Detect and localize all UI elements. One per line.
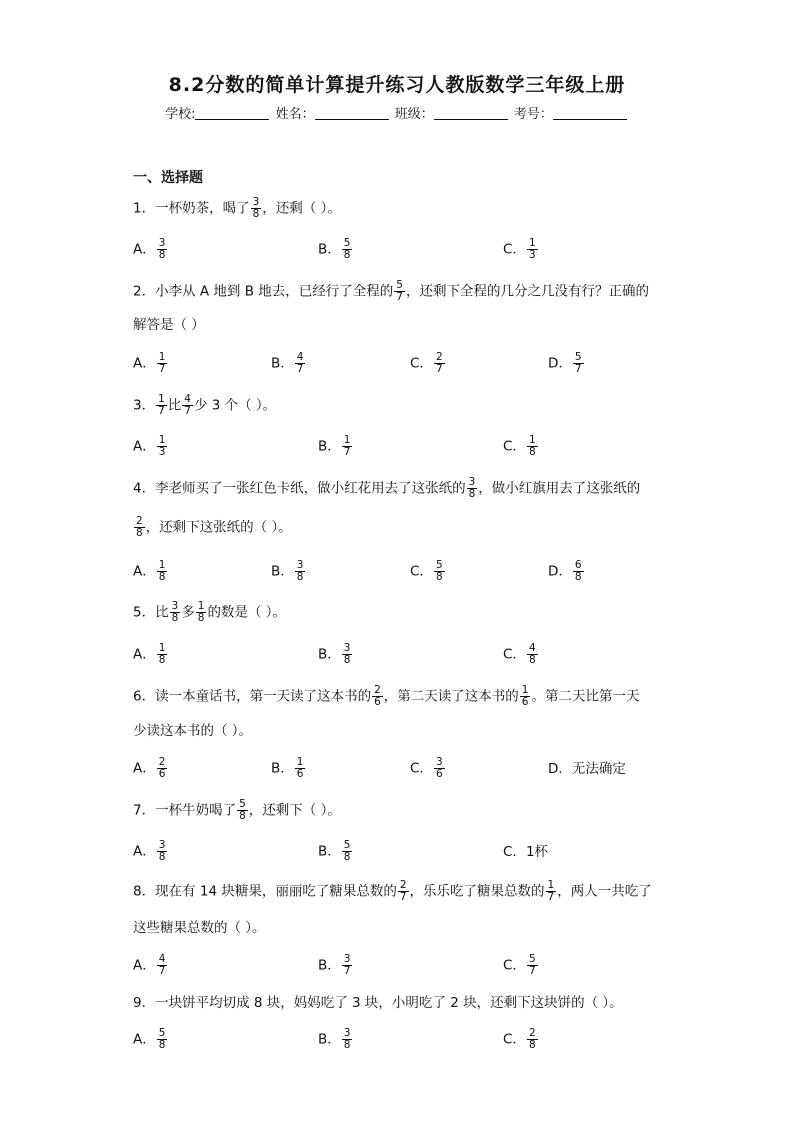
question-text: 4．李老师买了一张红色卡纸，做小红花用去了这张纸的: [133, 480, 466, 497]
denominator: 8: [252, 208, 260, 220]
fraction: [342, 840, 353, 863]
denominator: 7: [396, 291, 403, 303]
option-label: A．: [133, 646, 156, 663]
option-label: A．: [133, 843, 156, 860]
fraction: [520, 685, 531, 708]
numerator: 2: [158, 756, 166, 768]
fraction: [546, 880, 557, 903]
numerator: 5: [574, 351, 582, 363]
option-label: B．: [318, 1031, 341, 1048]
q4-option-a[interactable]: [133, 560, 168, 583]
option-label: B．: [318, 646, 341, 663]
denominator: 8: [343, 249, 351, 261]
question-text: 1．一杯奶茶，喝了: [133, 200, 250, 217]
q6-option-d[interactable]: [548, 757, 626, 781]
q8-option-b[interactable]: [318, 954, 353, 977]
option-label: D．: [548, 761, 572, 777]
numerator: 3: [158, 839, 166, 851]
option-text: 无法确定: [571, 761, 626, 777]
denominator: 8: [158, 1039, 166, 1051]
option-label: A．: [133, 563, 156, 580]
option-text: 1杯: [525, 844, 549, 860]
q9-option-c[interactable]: [503, 1028, 539, 1051]
q4-option-c[interactable]: [410, 560, 446, 583]
fraction: [372, 685, 383, 708]
denominator: 8: [435, 571, 443, 583]
denominator: 8: [158, 654, 166, 666]
fraction: [156, 394, 167, 417]
numerator: 1: [521, 684, 529, 696]
numerator: 2: [435, 351, 443, 363]
numerator: 4: [184, 393, 191, 405]
numerator: 5: [239, 798, 246, 810]
option-label: A．: [133, 1031, 156, 1048]
denominator: 6: [158, 768, 166, 780]
q9-option-b[interactable]: [318, 1028, 353, 1051]
denominator: 7: [547, 891, 555, 903]
numerator: 1: [197, 600, 205, 612]
denominator: 8: [171, 612, 179, 624]
question-6: [133, 685, 639, 708]
q2-option-b[interactable]: [271, 352, 306, 375]
question-text: 7．一杯牛奶喝了: [133, 802, 237, 819]
question-8-line-2: 这些糖果总数的（ ）。: [133, 920, 266, 936]
denominator: 7: [343, 446, 351, 458]
question-9: 9．一块饼平均切成 8 块，妈妈吃了 3 块，小明吃了 2 块，还剩下这块饼的（ ）。: [133, 995, 623, 1011]
numerator: 1: [528, 434, 536, 446]
fraction: [182, 394, 193, 417]
option-label: B．: [318, 843, 341, 860]
denominator: 8: [239, 810, 246, 822]
question-text: 少 3 个（ ）。: [193, 397, 277, 414]
q5-option-a[interactable]: [133, 643, 168, 666]
denominator: 8: [343, 654, 351, 666]
question-text: 6．读一本童话书，第一天读了这本书的: [133, 688, 372, 705]
q8-option-a[interactable]: [133, 954, 168, 977]
name-label: 姓名：: [275, 107, 315, 122]
numerator: 3: [158, 237, 166, 249]
denominator: 8: [574, 571, 582, 583]
denominator: 7: [184, 405, 191, 417]
question-text: 比: [167, 397, 182, 414]
option-label: B．: [318, 957, 341, 974]
denominator: 6: [435, 768, 443, 780]
denominator: 8: [136, 527, 143, 539]
option-label: A．: [133, 355, 156, 372]
numerator: 1: [343, 434, 351, 446]
numerator: 6: [574, 559, 582, 571]
denominator: 3: [528, 249, 536, 261]
numerator: 2: [136, 515, 143, 527]
q8-option-c[interactable]: [503, 954, 539, 977]
option-label: C．: [410, 355, 433, 372]
numerator: 5: [158, 1027, 166, 1039]
question-text: 2．小李从 A 地到 B 地去，已经行了全程的: [133, 283, 394, 300]
denominator: 6: [521, 696, 529, 708]
fraction: [573, 560, 584, 583]
fraction: [157, 840, 168, 863]
fraction: [157, 435, 168, 458]
numerator: 1: [547, 879, 555, 891]
question-text: 3．: [133, 397, 156, 414]
option-label: D．: [548, 355, 572, 372]
fraction: [527, 435, 538, 458]
denominator: 3: [158, 446, 166, 458]
numerator: 2: [528, 1027, 536, 1039]
q7-option-a[interactable]: [133, 840, 168, 863]
numerator: 3: [435, 756, 443, 768]
fraction: [157, 954, 168, 977]
q7-option-b[interactable]: [318, 840, 353, 863]
denominator: 7: [158, 363, 166, 375]
question-text: ，两人一共吃了: [557, 883, 652, 900]
question-text: ，还剩下这张纸的（ ）。: [145, 519, 292, 536]
denominator: 7: [528, 965, 536, 977]
fraction: [342, 1028, 353, 1051]
fraction: [342, 643, 353, 666]
q2-option-c[interactable]: [410, 352, 446, 375]
denominator: 8: [528, 446, 536, 458]
class-blank[interactable]: [434, 107, 508, 120]
numerator: 2: [399, 879, 407, 891]
fraction: [527, 1028, 538, 1051]
denominator: 8: [158, 249, 166, 261]
fraction: [573, 352, 584, 375]
fraction: [170, 601, 181, 624]
fraction: [295, 560, 306, 583]
fraction: [295, 352, 306, 375]
numerator: 4: [528, 642, 536, 654]
question-5: [133, 601, 286, 624]
denominator: 8: [158, 571, 166, 583]
q2-option-d[interactable]: [548, 352, 585, 375]
numerator: 5: [343, 237, 351, 249]
fraction: [157, 1028, 168, 1051]
fraction: [342, 435, 353, 458]
denominator: 8: [296, 571, 304, 583]
q6-option-a[interactable]: [133, 757, 168, 780]
question-text: 多: [181, 604, 195, 621]
numerator: 3: [296, 559, 304, 571]
section-heading: 一、选择题: [133, 170, 203, 186]
question-6-line-2: 少读这本书的（ ）。: [133, 723, 253, 739]
numerator: 5: [435, 559, 443, 571]
q5-option-c[interactable]: [503, 643, 539, 666]
q1-option-a[interactable]: [133, 238, 168, 261]
fraction: [157, 643, 168, 666]
numerator: 1: [158, 559, 166, 571]
fraction: [467, 477, 478, 500]
question-text: ，第二天读了这本书的: [383, 688, 519, 705]
numerator: 1: [296, 756, 304, 768]
q5-option-b[interactable]: [318, 643, 353, 666]
denominator: 7: [158, 405, 165, 417]
question-text: 8．现在有 14 块糖果，丽丽吃了糖果总数的: [133, 883, 397, 900]
option-label: A．: [133, 760, 156, 777]
denominator: 8: [528, 654, 536, 666]
option-label: B．: [271, 760, 294, 777]
q4-option-b[interactable]: [271, 560, 306, 583]
fraction: [398, 880, 409, 903]
fraction: [196, 601, 207, 624]
question-2: [133, 280, 649, 303]
denominator: 6: [296, 768, 304, 780]
question-text: ，做小红旗用去了这张纸的: [478, 480, 641, 497]
fraction: [394, 280, 405, 303]
q9-option-a[interactable]: [133, 1028, 168, 1051]
question-2-line-2: 解答是（ ）: [133, 317, 205, 333]
exam-no-blank[interactable]: [553, 107, 627, 120]
fraction: [157, 560, 168, 583]
name-blank[interactable]: [315, 107, 389, 120]
fraction: [342, 954, 353, 977]
numerator: 3: [343, 642, 351, 654]
question-text: ，还剩下全程的几分之几没有行？正确的: [405, 283, 649, 300]
fraction: [434, 560, 445, 583]
denominator: 6: [374, 696, 381, 708]
fraction: [251, 197, 262, 220]
question-4: [133, 477, 640, 500]
denominator: 8: [158, 851, 166, 863]
q3-option-c[interactable]: [503, 435, 539, 458]
numerator: 3: [343, 1027, 351, 1039]
fraction: [295, 757, 306, 780]
numerator: 1: [158, 434, 166, 446]
numerator: 1: [158, 393, 165, 405]
q4-option-d[interactable]: [548, 560, 585, 583]
option-label: A．: [133, 241, 156, 258]
numerator: 3: [252, 196, 260, 208]
denominator: 7: [399, 891, 407, 903]
question-4-line-2: [133, 516, 292, 539]
class-label: 班级：: [394, 107, 434, 122]
fraction: [527, 643, 538, 666]
question-text: ，还剩下（ ）。: [248, 802, 341, 819]
denominator: 7: [435, 363, 443, 375]
numerator: 5: [343, 839, 351, 851]
q1-option-c[interactable]: [503, 238, 539, 261]
numerator: 4: [296, 351, 304, 363]
numerator: 1: [528, 237, 536, 249]
q6-option-c[interactable]: [410, 757, 446, 780]
option-label: C．: [503, 438, 526, 455]
option-label: B．: [318, 241, 341, 258]
denominator: 8: [343, 851, 351, 863]
fraction: [342, 238, 353, 261]
question-8: [133, 880, 652, 903]
option-label: A．: [133, 957, 156, 974]
option-label: C．: [410, 760, 433, 777]
student-info-line: [0, 103, 794, 122]
fraction: [434, 757, 445, 780]
numerator: 4: [158, 953, 166, 965]
school-label: 学校:: [165, 107, 196, 122]
numerator: 3: [468, 476, 476, 488]
q3-option-a[interactable]: [133, 435, 168, 458]
q1-option-b[interactable]: [318, 238, 353, 261]
option-label: D．: [548, 563, 572, 580]
exam-no-label: 考号：: [513, 107, 553, 122]
fraction: [237, 799, 248, 822]
numerator: 1: [158, 351, 166, 363]
fraction: [157, 352, 168, 375]
numerator: 5: [396, 279, 403, 291]
option-label: B．: [271, 563, 294, 580]
question-text: ，乐乐吃了糖果总数的: [409, 883, 545, 900]
fraction: [527, 954, 538, 977]
denominator: 7: [296, 363, 304, 375]
question-7: [133, 799, 341, 822]
question-1: [133, 197, 341, 220]
denominator: 8: [468, 488, 476, 500]
denominator: 7: [158, 965, 166, 977]
q3-option-b[interactable]: [318, 435, 353, 458]
denominator: 8: [197, 612, 205, 624]
fraction: [134, 516, 145, 539]
fraction: [157, 757, 168, 780]
fraction: [157, 238, 168, 261]
question-3: [133, 394, 276, 417]
school-blank[interactable]: [195, 107, 269, 120]
page-title: 8.2分数的简单计算提升练习人教版数学三年级上册: [168, 74, 626, 96]
denominator: 7: [574, 363, 582, 375]
question-text: 5．比: [133, 604, 169, 621]
denominator: 7: [343, 965, 351, 977]
option-label: C．: [503, 1031, 526, 1048]
q2-option-a[interactable]: [133, 352, 168, 375]
option-label: C．: [503, 241, 526, 258]
denominator: 8: [528, 1039, 536, 1051]
denominator: 8: [343, 1039, 351, 1051]
numerator: 3: [171, 600, 179, 612]
numerator: 2: [374, 684, 381, 696]
numerator: 3: [343, 953, 351, 965]
numerator: 5: [528, 953, 536, 965]
question-text: ，还剩（ ）。: [262, 200, 341, 217]
option-label: C．: [503, 844, 526, 860]
q6-option-b[interactable]: [271, 757, 306, 780]
option-label: B．: [318, 438, 341, 455]
fraction: [527, 238, 538, 261]
numerator: 1: [158, 642, 166, 654]
option-label: A．: [133, 438, 156, 455]
q7-option-c[interactable]: [503, 840, 548, 864]
question-text: 的数是（ ）。: [207, 604, 287, 621]
question-text: 。第二天比第一天: [531, 688, 640, 705]
fraction: [434, 352, 445, 375]
option-label: B．: [271, 355, 294, 372]
option-label: C．: [503, 646, 526, 663]
option-label: C．: [503, 957, 526, 974]
option-label: C．: [410, 563, 433, 580]
